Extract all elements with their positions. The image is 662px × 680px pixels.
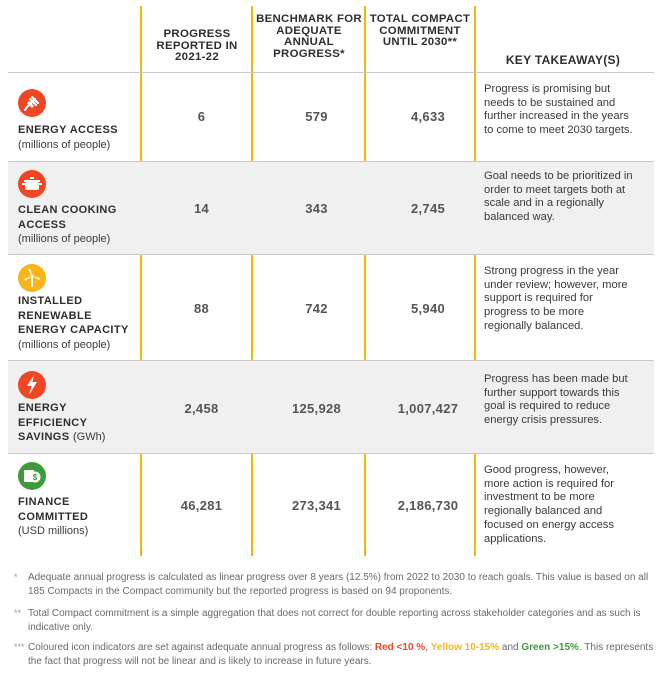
total-value: 4,633: [410, 109, 446, 124]
benchmark-value: 125,928: [291, 401, 342, 416]
table-row: [8, 361, 654, 453]
footnote-marker: *: [14, 572, 18, 582]
total-value: 5,940: [410, 301, 446, 316]
svg-text:$: $: [32, 473, 38, 482]
row-label: FINANCE COMMITTED (USD millions): [18, 495, 138, 539]
header-total: TOTAL COMPACT COMMITMENT UNTIL 2030**: [369, 13, 471, 49]
plug-icon: [18, 89, 46, 117]
row-unit: (millions of people): [18, 138, 111, 151]
table-row: [8, 255, 654, 360]
header-benchmark: BENCHMARK FOR ADEQUATE ANNUAL PROGRESS*: [256, 13, 362, 60]
legend-green: Green >15%: [521, 642, 579, 653]
benchmark-value: 742: [305, 301, 328, 316]
takeaway-text: Progress has been made but further support towards this goal is required to reduce energy crisis pressures.: [484, 373, 628, 427]
footnote: [14, 641, 654, 669]
legend-yellow: Yellow 10-15%: [430, 642, 500, 653]
row-unit: (GWh): [72, 431, 106, 444]
progress-value: 2,458: [184, 401, 219, 416]
table-row: [8, 162, 654, 254]
footnote: [14, 571, 650, 599]
row-label: ENERGY EFFICIENCY SAVINGS (GWh): [18, 402, 106, 444]
benchmark-value: 273,341: [291, 498, 342, 513]
total-value: 1,007,427: [397, 401, 459, 416]
takeaway-text: Good progress, however, more action is required for investment to be more regionally balanced and focused on energy access applications.: [484, 464, 614, 545]
progress-value: 6: [197, 109, 206, 124]
row-label: ENERGY ACCESS (millions of people): [18, 123, 138, 152]
money-coins-icon: [18, 462, 46, 490]
lightning-bolt-icon: [18, 371, 46, 399]
row-unit: (millions of people): [18, 338, 111, 351]
footnote: [14, 607, 650, 635]
takeaway-text: Progress is promising but needs to be sustained and further increased in the years to come to meet 2030 targets.: [484, 83, 633, 137]
row-unit: (USD millions): [18, 525, 89, 538]
footnote-marker: ***: [14, 642, 25, 652]
takeaway-text: Goal needs to be prioritized in order to meet targets both at scale and in a regionally balanced way.: [484, 170, 633, 224]
footnote-text: Total Compact commitment is a simple aggregation that does not correct for double reporting across stakeholder categories and as such is indicative only.: [28, 608, 641, 633]
row-unit: (millions of people): [18, 233, 111, 246]
header-progress: PROGRESS REPORTED IN 2021-22: [156, 28, 238, 64]
row-label: INSTALLED RENEWABLE ENERGY CAPACITY (millions of people): [18, 294, 138, 352]
table-row: [8, 73, 654, 161]
wind-turbine-icon: [18, 264, 46, 292]
footnote-marker: **: [14, 608, 22, 618]
footnote-text: Adequate annual progress is calculated as linear progress over 8 years (12.5%) from 2022 to 2030 to reach goals. This value is based on all 185 Compacts in the Compact community but the reported progress is based on 94 proponents.: [28, 572, 649, 597]
legend-red: Red <10 %: [374, 642, 426, 653]
table-row: [8, 454, 654, 557]
progress-value: 14: [193, 201, 210, 216]
total-value: 2,745: [410, 201, 446, 216]
benchmark-value: 579: [305, 109, 328, 124]
progress-value: 46,281: [180, 498, 223, 513]
progress-value: 88: [193, 301, 210, 316]
row-label: CLEAN COOKING ACCESS (millions of people): [18, 203, 138, 247]
header-takeaway: KEY TAKEAWAY(S): [505, 53, 621, 67]
total-value: 2,186,730: [397, 498, 459, 513]
takeaway-text: Strong progress in the year under review; however, more support is required for progress to be more regionally balanced.: [484, 265, 628, 332]
footnote-text: Coloured icon indicators are set against adequate annual progress as follows: Red <10 %, Yellow 10-15% and Green >15%. This represents the fact that progress will not be linear and is likely to increase in future years.: [28, 642, 654, 667]
benchmark-value: 343: [305, 201, 328, 216]
cooking-pot-icon: [18, 170, 46, 198]
